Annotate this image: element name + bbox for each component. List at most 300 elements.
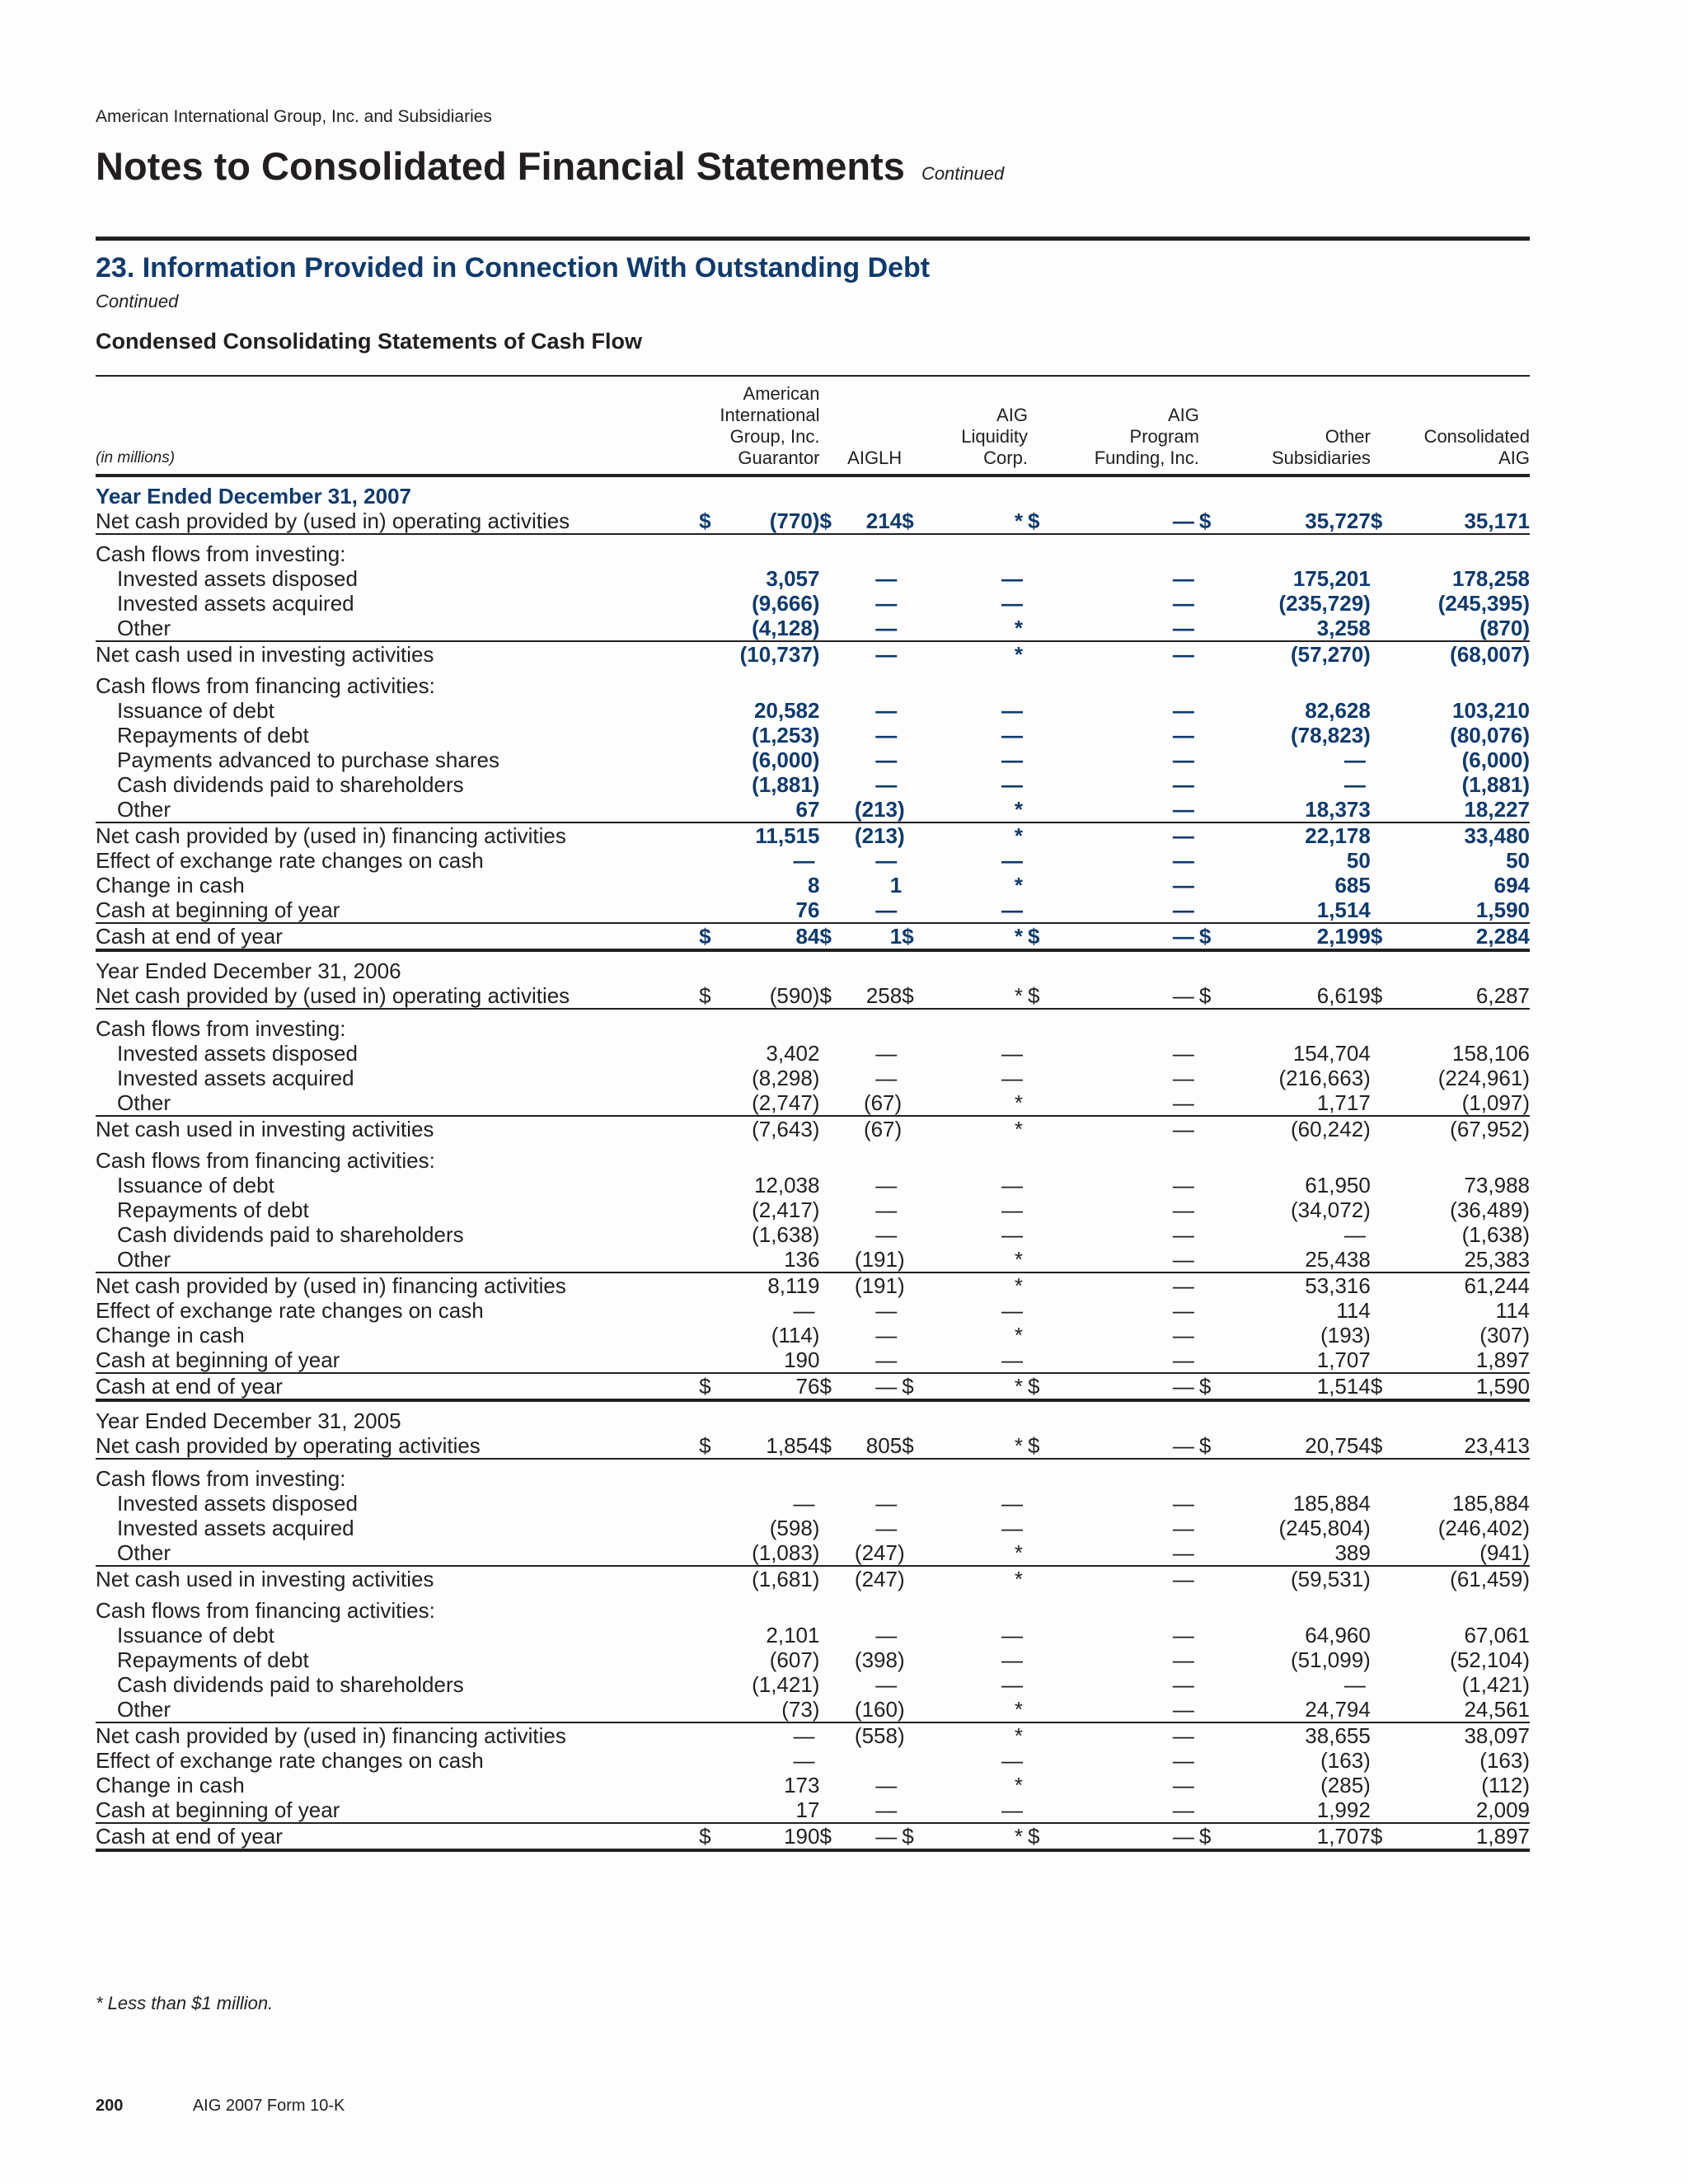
currency-symbol bbox=[902, 823, 954, 848]
currency-symbol bbox=[699, 1173, 734, 1197]
row-label: Invested assets disposed bbox=[117, 566, 358, 591]
currency-symbol: $ bbox=[699, 1373, 734, 1400]
table-row bbox=[96, 772, 1530, 797]
cell-value: (1,881) bbox=[752, 772, 820, 797]
currency-symbol bbox=[1028, 1516, 1081, 1540]
cell-value: * bbox=[954, 923, 1028, 950]
currency-symbol bbox=[1371, 1540, 1413, 1566]
cell-value bbox=[1413, 667, 1530, 698]
cell-value bbox=[1081, 534, 1199, 566]
cell-value: — bbox=[1172, 1323, 1194, 1347]
currency-symbol bbox=[699, 1540, 734, 1566]
cell-value: — bbox=[1172, 1090, 1194, 1115]
cell-value: 73,988 bbox=[1464, 1173, 1530, 1197]
currency-symbol bbox=[699, 591, 734, 616]
currency-symbol bbox=[819, 1797, 854, 1823]
cell-value bbox=[855, 1141, 902, 1173]
cell-value: (1,681) bbox=[734, 1566, 820, 1591]
cell-value: — bbox=[1172, 772, 1194, 797]
currency-symbol bbox=[819, 1197, 854, 1222]
currency-symbol: $ bbox=[1028, 983, 1081, 1009]
cell-value: — bbox=[1172, 797, 1194, 822]
section-title: 23. Information Provided in Connection With Outstanding Debt bbox=[96, 252, 931, 284]
units-label: (in millions) bbox=[96, 376, 699, 476]
currency-symbol bbox=[1371, 723, 1413, 748]
cell-value: — bbox=[1172, 1041, 1194, 1066]
cell-value: 175,201 bbox=[1292, 566, 1371, 591]
cell-value: 53,316 bbox=[1241, 1272, 1371, 1298]
table-row bbox=[96, 1491, 1530, 1516]
table-row bbox=[96, 848, 1530, 873]
row-label: Cash dividends paid to shareholders bbox=[117, 772, 464, 797]
currency-symbol bbox=[819, 1090, 854, 1116]
currency-symbol bbox=[1371, 1773, 1413, 1797]
currency-symbol bbox=[902, 667, 954, 698]
currency-symbol bbox=[699, 1623, 734, 1647]
table-row bbox=[96, 1748, 1530, 1773]
currency-symbol bbox=[699, 1272, 734, 1298]
currency-symbol bbox=[902, 1516, 954, 1540]
cell-value: — bbox=[855, 1823, 902, 1850]
currency-symbol bbox=[819, 1041, 854, 1066]
cell-value: 24,561 bbox=[1464, 1697, 1530, 1722]
currency-symbol bbox=[902, 591, 954, 616]
currency-symbol bbox=[1371, 1647, 1413, 1672]
cell-value: 18,373 bbox=[1305, 797, 1371, 822]
currency-symbol: $ bbox=[1199, 509, 1241, 534]
currency-symbol bbox=[902, 748, 954, 772]
row-label: Effect of exchange rate changes on cash bbox=[96, 1748, 484, 1773]
currency-symbol bbox=[699, 1009, 734, 1041]
cell-value: 38,655 bbox=[1241, 1722, 1371, 1748]
row-label: Net cash provided by (used in) financing activities bbox=[96, 823, 699, 848]
cell-value: 173 bbox=[784, 1773, 820, 1797]
footnote: * Less than $1 million. bbox=[96, 1993, 274, 2013]
currency-symbol bbox=[902, 1459, 954, 1491]
row-label: Invested assets disposed bbox=[117, 1041, 358, 1066]
cell-value: 805 bbox=[855, 1433, 902, 1459]
cell-value: (191) bbox=[854, 1273, 905, 1298]
cell-value: 114 bbox=[1495, 1298, 1530, 1323]
currency-symbol: $ bbox=[699, 923, 734, 950]
currency-symbol bbox=[1028, 1722, 1081, 1748]
cell-value: — bbox=[875, 1298, 898, 1323]
currency-symbol bbox=[902, 534, 954, 566]
currency-symbol bbox=[1199, 1041, 1241, 1066]
row-label: Other bbox=[117, 1697, 171, 1722]
cell-value: — bbox=[1172, 616, 1194, 640]
currency-symbol bbox=[699, 1298, 734, 1323]
table-row bbox=[96, 723, 1530, 748]
currency-symbol: $ bbox=[819, 1373, 854, 1400]
table-row bbox=[96, 534, 1530, 566]
currency-symbol bbox=[902, 1566, 954, 1591]
currency-symbol bbox=[699, 723, 734, 748]
cell-value: — bbox=[1001, 1647, 1023, 1672]
cell-value: (2,747) bbox=[752, 1090, 820, 1115]
currency-symbol bbox=[699, 1116, 734, 1141]
column-header: Other Subsidiaries bbox=[1199, 376, 1371, 476]
cell-value: * bbox=[954, 641, 1028, 667]
cell-value bbox=[1081, 1591, 1199, 1623]
cell-value: (247) bbox=[854, 1540, 905, 1565]
currency-symbol bbox=[1028, 1197, 1081, 1222]
year-heading-row bbox=[96, 476, 1530, 509]
currency-symbol bbox=[699, 616, 734, 641]
currency-symbol bbox=[902, 1623, 954, 1647]
cell-value: — bbox=[1172, 1347, 1194, 1372]
cell-value: — bbox=[1172, 1247, 1194, 1272]
cell-value: * bbox=[1014, 1540, 1023, 1565]
currency-symbol bbox=[1028, 1748, 1081, 1773]
currency-symbol bbox=[1371, 1066, 1413, 1090]
cell-value: — bbox=[855, 1373, 902, 1400]
column-header: Consolidated AIG bbox=[1371, 376, 1530, 476]
currency-symbol bbox=[1371, 1197, 1413, 1222]
currency-symbol bbox=[1199, 667, 1241, 698]
cell-value bbox=[954, 1141, 1028, 1173]
cell-value: 114 bbox=[1336, 1298, 1371, 1323]
row-label: Net cash provided by (used in) financing activities bbox=[96, 1722, 699, 1748]
cell-value: 1,897 bbox=[1413, 1823, 1530, 1850]
currency-symbol: $ bbox=[699, 509, 734, 534]
currency-symbol bbox=[902, 1041, 954, 1066]
year-heading-row bbox=[96, 950, 1530, 983]
cell-value: (4,128) bbox=[752, 616, 820, 640]
currency-symbol bbox=[1028, 534, 1081, 566]
currency-symbol bbox=[1199, 566, 1241, 591]
cell-value: — bbox=[1172, 1697, 1194, 1722]
table-row bbox=[96, 1540, 1530, 1566]
column-header: AIGLH bbox=[819, 376, 902, 476]
cell-value: 6,619 bbox=[1241, 983, 1371, 1009]
table-row bbox=[96, 1173, 1530, 1197]
cell-value: — bbox=[875, 1041, 898, 1066]
cell-value: (307) bbox=[1479, 1323, 1530, 1347]
currency-symbol bbox=[1028, 641, 1081, 667]
currency-symbol bbox=[1028, 616, 1081, 641]
currency-symbol bbox=[699, 823, 734, 848]
cell-value bbox=[954, 1009, 1028, 1041]
cell-value bbox=[734, 667, 820, 698]
currency-symbol bbox=[819, 534, 854, 566]
currency-symbol bbox=[1371, 1116, 1413, 1141]
document-label: AIG 2007 Form 10-K bbox=[192, 2097, 345, 2115]
cell-value: 76 bbox=[795, 898, 820, 922]
cell-value: — bbox=[875, 898, 898, 922]
cell-value: (68,007) bbox=[1413, 641, 1530, 667]
currency-symbol bbox=[699, 748, 734, 772]
currency-symbol bbox=[1371, 1591, 1413, 1623]
cell-value: — bbox=[875, 848, 898, 873]
cell-value: 190 bbox=[734, 1823, 820, 1850]
cell-value: (8,298) bbox=[752, 1066, 820, 1090]
currency-symbol bbox=[1199, 1591, 1241, 1623]
cell-value bbox=[1241, 1591, 1371, 1623]
currency-symbol: $ bbox=[699, 1433, 734, 1459]
cell-value: (1,881) bbox=[1461, 772, 1530, 797]
column-header: American International Group, Inc. Guarantor bbox=[699, 376, 819, 476]
cell-value: — bbox=[1001, 1041, 1023, 1066]
cell-value: — bbox=[1343, 772, 1366, 797]
cell-value: * bbox=[954, 1116, 1028, 1141]
currency-symbol bbox=[1199, 873, 1241, 898]
cell-value: (213) bbox=[854, 797, 905, 822]
currency-symbol bbox=[1199, 823, 1241, 848]
cell-value bbox=[1241, 667, 1371, 698]
row-label: Issuance of debt bbox=[117, 698, 274, 723]
table-row bbox=[96, 1323, 1530, 1347]
table-row bbox=[96, 1041, 1530, 1066]
currency-symbol bbox=[699, 566, 734, 591]
currency-symbol bbox=[819, 873, 854, 898]
cell-value: — bbox=[1343, 748, 1366, 772]
cell-value: — bbox=[875, 698, 898, 723]
cell-value: — bbox=[1172, 698, 1194, 723]
currency-symbol bbox=[1028, 1009, 1081, 1041]
table-row bbox=[96, 1623, 1530, 1647]
currency-symbol bbox=[819, 797, 854, 823]
cell-value: (1,421) bbox=[752, 1672, 820, 1697]
currency-symbol bbox=[819, 898, 854, 923]
currency-symbol bbox=[1028, 1116, 1081, 1141]
row-label: Net cash used in investing activities bbox=[96, 641, 699, 667]
table-row bbox=[96, 923, 1530, 950]
currency-symbol bbox=[819, 772, 854, 797]
currency-symbol bbox=[1028, 1491, 1081, 1516]
currency-symbol bbox=[1371, 848, 1413, 873]
cell-value: (6,000) bbox=[752, 748, 820, 772]
cell-value: 8 bbox=[808, 873, 820, 898]
cell-value: (598) bbox=[769, 1516, 820, 1540]
year-label: Year Ended December 31, 2006 bbox=[96, 958, 401, 983]
cell-value: — bbox=[1001, 698, 1023, 723]
cell-value: * bbox=[1014, 1697, 1023, 1722]
cell-value: 2,284 bbox=[1413, 923, 1530, 950]
year-block bbox=[96, 950, 1530, 1400]
row-label: Change in cash bbox=[96, 873, 245, 898]
currency-symbol bbox=[699, 1041, 734, 1066]
cell-value: — bbox=[1081, 1566, 1199, 1591]
currency-symbol bbox=[902, 898, 954, 923]
cell-value: (61,459) bbox=[1413, 1566, 1530, 1591]
currency-symbol bbox=[902, 641, 954, 667]
cell-value: (36,489) bbox=[1450, 1197, 1530, 1222]
cell-value: 17 bbox=[795, 1797, 820, 1822]
currency-symbol bbox=[1199, 1697, 1241, 1722]
currency-symbol bbox=[1371, 1272, 1413, 1298]
currency-symbol bbox=[1371, 898, 1413, 923]
currency-symbol bbox=[699, 1066, 734, 1090]
currency-symbol bbox=[1199, 1298, 1241, 1323]
table-row bbox=[96, 1516, 1530, 1540]
cell-value: (80,076) bbox=[1450, 723, 1530, 748]
cell-value: 1,590 bbox=[1475, 898, 1530, 922]
cell-value: 20,582 bbox=[753, 698, 820, 723]
cell-value: 1 bbox=[889, 873, 903, 898]
currency-symbol bbox=[819, 1722, 854, 1748]
row-label: Cash at beginning of year bbox=[96, 898, 340, 922]
currency-symbol bbox=[1199, 723, 1241, 748]
currency-symbol bbox=[1028, 1173, 1081, 1197]
currency-symbol bbox=[699, 1748, 734, 1773]
currency-symbol bbox=[1028, 1247, 1081, 1272]
cell-value: 190 bbox=[784, 1347, 820, 1372]
cell-value: — bbox=[875, 1323, 898, 1347]
currency-symbol bbox=[1371, 1222, 1413, 1247]
cell-value bbox=[734, 534, 820, 566]
currency-symbol: $ bbox=[1371, 1433, 1413, 1459]
cell-value: (245,395) bbox=[1437, 591, 1530, 616]
cell-value: — bbox=[1001, 1066, 1023, 1090]
row-label: Repayments of debt bbox=[117, 723, 309, 748]
cell-value bbox=[954, 1591, 1028, 1623]
currency-symbol bbox=[902, 1298, 954, 1323]
currency-symbol bbox=[902, 1247, 954, 1272]
cell-value: 1 bbox=[855, 923, 902, 950]
table-row bbox=[96, 1347, 1530, 1373]
currency-symbol bbox=[1199, 898, 1241, 923]
currency-symbol bbox=[1371, 772, 1413, 797]
cash-flow-table bbox=[96, 375, 1530, 1852]
currency-symbol bbox=[1028, 1272, 1081, 1298]
currency-symbol bbox=[819, 823, 854, 848]
currency-symbol bbox=[1371, 1347, 1413, 1373]
cell-value: (57,270) bbox=[1241, 641, 1371, 667]
currency-symbol bbox=[699, 641, 734, 667]
cell-value: 685 bbox=[1334, 873, 1371, 898]
cell-value bbox=[1081, 667, 1199, 698]
cell-value: — bbox=[1081, 1433, 1199, 1459]
currency-symbol bbox=[1199, 772, 1241, 797]
cell-value: (398) bbox=[854, 1647, 905, 1672]
currency-symbol bbox=[902, 1090, 954, 1116]
cell-value: (246,402) bbox=[1437, 1516, 1530, 1540]
cell-value: — bbox=[855, 641, 902, 667]
row-label: Net cash provided by (used in) operating activities bbox=[96, 509, 699, 534]
currency-symbol bbox=[1199, 1516, 1241, 1540]
table-row bbox=[96, 748, 1530, 772]
cell-value: (163) bbox=[1479, 1748, 1530, 1773]
currency-symbol bbox=[1199, 1197, 1241, 1222]
currency-symbol bbox=[1028, 1141, 1081, 1173]
currency-symbol bbox=[1199, 1272, 1241, 1298]
cell-value: — bbox=[875, 1491, 898, 1516]
currency-symbol bbox=[1371, 1722, 1413, 1748]
cell-value: 8,119 bbox=[734, 1272, 820, 1298]
currency-symbol bbox=[819, 1066, 854, 1090]
cell-value: (191) bbox=[854, 1247, 905, 1272]
currency-symbol bbox=[819, 1491, 854, 1516]
table-row bbox=[96, 1566, 1530, 1591]
cell-value: 258 bbox=[855, 983, 902, 1009]
cell-value: * bbox=[954, 509, 1028, 534]
cell-value: 2,009 bbox=[1475, 1797, 1530, 1822]
currency-symbol bbox=[1371, 748, 1413, 772]
year-heading-row bbox=[96, 1400, 1530, 1433]
currency-symbol bbox=[902, 1797, 954, 1823]
cell-value: — bbox=[1001, 848, 1023, 873]
cell-value: (34,072) bbox=[1290, 1197, 1371, 1222]
cell-value: 38,097 bbox=[1413, 1722, 1530, 1748]
currency-symbol bbox=[902, 1491, 954, 1516]
currency-symbol bbox=[902, 616, 954, 641]
currency-symbol bbox=[1199, 1647, 1241, 1672]
table-row bbox=[96, 898, 1530, 923]
row-label: Repayments of debt bbox=[117, 1197, 309, 1222]
currency-symbol bbox=[902, 1116, 954, 1141]
currency-symbol bbox=[1199, 1090, 1241, 1116]
table-row bbox=[96, 1009, 1530, 1041]
table-row bbox=[96, 591, 1530, 616]
cell-value: 84 bbox=[734, 923, 820, 950]
row-label: Cash at beginning of year bbox=[96, 1347, 340, 1372]
cell-value: (67,952) bbox=[1413, 1116, 1530, 1141]
cell-value: — bbox=[1081, 1823, 1199, 1850]
year-label: Year Ended December 31, 2007 bbox=[96, 484, 412, 509]
table-row bbox=[96, 667, 1530, 698]
cell-value: 25,383 bbox=[1464, 1247, 1530, 1272]
currency-symbol bbox=[699, 873, 734, 898]
cell-value: (52,104) bbox=[1450, 1647, 1530, 1672]
cell-value: (216,663) bbox=[1278, 1066, 1371, 1090]
currency-symbol bbox=[1199, 1797, 1241, 1823]
currency-symbol bbox=[819, 1591, 854, 1623]
cell-value: — bbox=[1081, 923, 1199, 950]
year-block bbox=[96, 1400, 1530, 1850]
row-label: Cash flows from financing activities: bbox=[96, 1598, 435, 1623]
currency-symbol bbox=[902, 566, 954, 591]
cell-value: * bbox=[954, 983, 1028, 1009]
cell-value: — bbox=[734, 1722, 820, 1748]
currency-symbol bbox=[902, 1066, 954, 1090]
currency-symbol bbox=[699, 1647, 734, 1672]
cell-value: — bbox=[875, 1347, 898, 1372]
statement-title: Condensed Consolidating Statements of Cash Flow bbox=[96, 329, 643, 354]
cell-value: — bbox=[1172, 1672, 1194, 1697]
currency-symbol bbox=[1028, 873, 1081, 898]
currency-symbol bbox=[1199, 797, 1241, 823]
currency-symbol bbox=[819, 1773, 854, 1797]
currency-symbol bbox=[819, 1459, 854, 1491]
currency-symbol bbox=[819, 1697, 854, 1722]
cell-value: — bbox=[1001, 748, 1023, 772]
title-continued: Continued bbox=[921, 163, 1005, 184]
cell-value: * bbox=[954, 1433, 1028, 1459]
currency-symbol bbox=[819, 1748, 854, 1773]
cell-value: 12,038 bbox=[753, 1173, 820, 1197]
currency-symbol bbox=[699, 848, 734, 873]
currency-symbol bbox=[819, 641, 854, 667]
cell-value: 35,727 bbox=[1241, 509, 1371, 534]
cell-value: — bbox=[1081, 1373, 1199, 1400]
table-row bbox=[96, 641, 1530, 667]
cell-value: * bbox=[954, 1373, 1028, 1400]
cell-value bbox=[855, 534, 902, 566]
table-row bbox=[96, 1197, 1530, 1222]
cell-value: — bbox=[1001, 1298, 1023, 1323]
table-row bbox=[96, 1459, 1530, 1491]
cell-value: 136 bbox=[784, 1247, 820, 1272]
currency-symbol bbox=[819, 1516, 854, 1540]
cell-value: (558) bbox=[854, 1723, 905, 1748]
cell-value: — bbox=[875, 1222, 898, 1247]
row-label: Repayments of debt bbox=[117, 1647, 309, 1672]
cell-value: 178,258 bbox=[1452, 566, 1530, 591]
cell-value bbox=[1241, 1141, 1371, 1173]
cell-value: 1,514 bbox=[1241, 1373, 1371, 1400]
currency-symbol bbox=[699, 1141, 734, 1173]
